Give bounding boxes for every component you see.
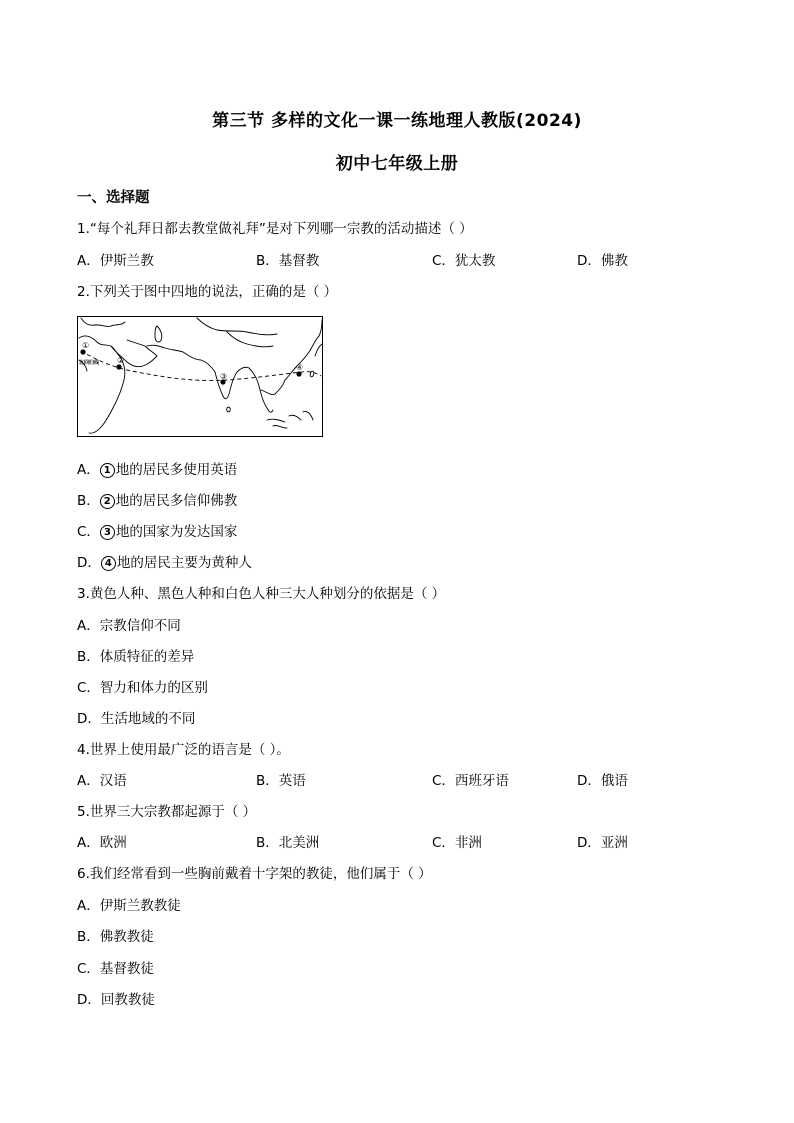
q4-option-a: A．汉语 [77,773,127,789]
q6-option-c: C．基督教徒 [77,961,154,977]
q2-option-d-prefix: D． [77,555,101,571]
q6-option-a: A．伊斯兰教教徒 [77,898,181,914]
page-subtitle: 初中七年级上册 [335,154,459,174]
question-2-stem: 2.下列关于图中四地的说法，正确的是（ ） [77,284,338,300]
section-heading: 一、选择题 [77,190,150,206]
question-1-stem: 1.“每个礼拜日都去教堂做礼拜”是对下列哪一宗教的活动描述（ ） [77,221,473,237]
question-5-stem: 5.世界三大宗教都起源于（ ） [77,804,257,820]
q6-option-d: D．回教教徒 [77,992,155,1008]
map-point-4 [296,371,301,376]
q3-option-b: B．体质特征的差异 [77,649,195,665]
circled-number-1: 1 [100,463,115,478]
q2-option-b-prefix: B． [77,493,100,509]
q2-option-a [77,458,237,478]
q3-option-c: C．智力和体力的区别 [77,680,208,696]
q2-option-d [77,551,252,571]
q5-option-d: D．亚洲 [577,835,628,851]
world-map-figure [77,316,323,437]
circled-number-4: 4 [101,556,116,571]
q2-option-c-prefix: C． [77,524,100,540]
q5-option-a: A．欧洲 [77,835,127,851]
q4-option-d: D．俄语 [577,773,628,789]
q2-option-c-text: 地的国家为发达国家 [115,524,238,540]
q2-option-b [77,489,237,509]
q2-option-d-text: 地的居民主要为黄种人 [116,555,252,571]
tropic-label: 北回归线 [79,360,100,366]
q4-option-c: C．西班牙语 [432,773,509,789]
q1-option-d: D．佛教 [577,253,628,269]
q1-option-c: C．犹太教 [432,253,496,269]
map-point-2 [116,364,121,369]
q1-option-a: A．伊斯兰教 [77,253,154,269]
q4-option-b: B．英语 [256,773,306,789]
q5-option-c: C．非洲 [432,835,482,851]
map-label-3: ③ [220,372,228,381]
q2-option-b-text: 地的居民多信仰佛教 [115,493,238,509]
q2-option-a-text: 地的居民多使用英语 [115,462,238,478]
q6-option-b: B．佛教教徒 [77,929,154,945]
map-label-4: ④ [296,363,304,372]
question-3-stem: 3.黄色人种、黑色人种和白色人种三大人种划分的依据是（ ） [77,586,446,602]
question-6-stem: 6.我们经常看到一些胸前戴着十字架的教徒，他们属于（ ） [77,866,432,882]
page-title: 第三节 多样的文化一课一练地理人教版(2024) [212,111,582,131]
map-point-1 [80,349,85,354]
q5-option-b: B．北美洲 [256,835,320,851]
question-4-stem: 4.世界上使用最广泛的语言是（ ）。 [77,742,290,758]
circled-number-2: 2 [100,494,115,509]
q2-option-c [77,520,237,540]
map-label-2: ② [117,356,125,365]
q3-option-a: A．宗教信仰不同 [77,618,181,634]
q1-option-b: B．基督教 [256,253,320,269]
map-label-1: ① [82,341,90,350]
circled-number-3: 3 [100,525,115,540]
q2-option-a-prefix: A． [77,462,100,478]
q3-option-d: D．生活地域的不同 [77,711,196,727]
